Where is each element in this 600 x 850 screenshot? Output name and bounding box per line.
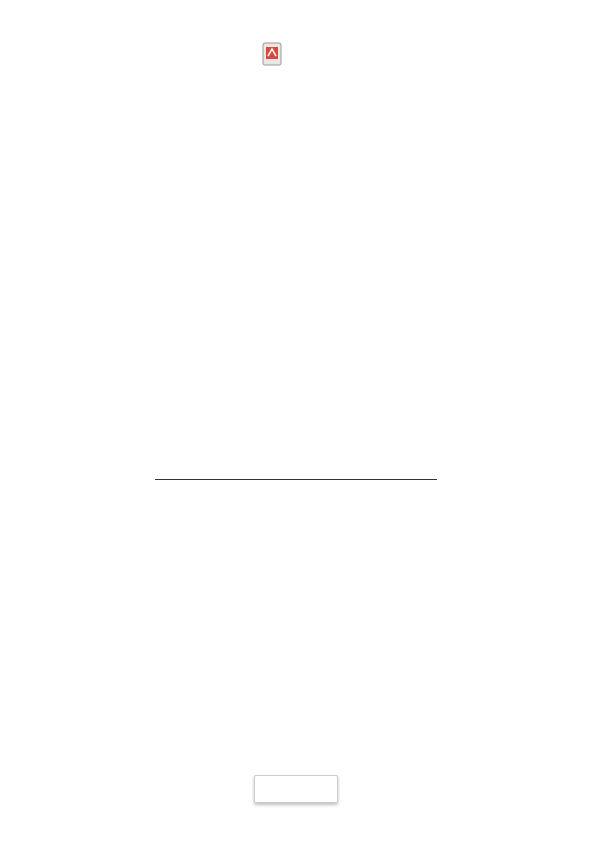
copyright-note bbox=[254, 775, 338, 803]
lesson-document-icon bbox=[262, 42, 284, 68]
section-divider bbox=[155, 479, 437, 480]
